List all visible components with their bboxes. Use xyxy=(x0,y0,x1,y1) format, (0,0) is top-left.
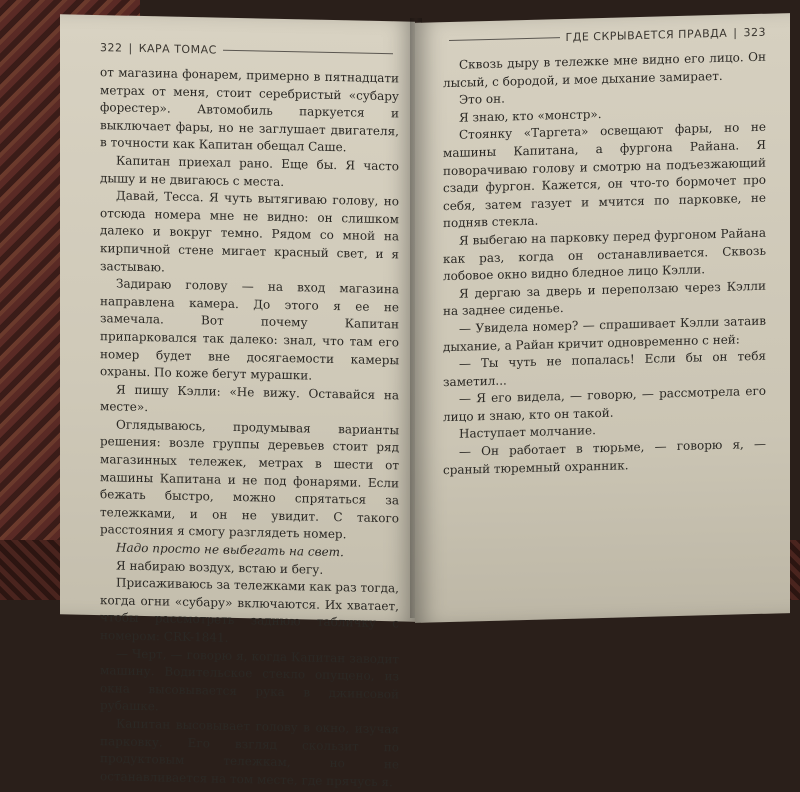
left-page xyxy=(60,14,415,790)
paragraph: Давай, Тесса. Я чуть вытягиваю голову, но отсюда номера мне не видно: он слишком далеко и вокруг темно. Рядом со мной на кирпичной стене мигает красный свет, и я застываю. xyxy=(100,188,399,275)
right-page-number: 323 xyxy=(743,25,766,40)
paragraph: Капитан приехал рано. Еще бы. Я часто дышу и не двигаюсь с места. xyxy=(100,153,399,189)
left-page-header: 322 | КАРА ТОМАС xyxy=(100,41,399,60)
paragraph: Задираю голову — на вход магазина направлена камера. До этого я ее не замечала. Вот почему Капитан припарковался так далеко: знал, что там его номер будет вне досягаемости камеры охраны. По коже бегут мурашки. xyxy=(100,276,399,383)
paragraph: — Черт, — говорю я, когда Капитан заводит машину. Водительское стекло опущено, из окна высовывается рука в джинсовой рубашке. xyxy=(100,646,399,714)
paragraph: Я знаю, кто «монстр». xyxy=(459,106,602,125)
paragraph: Я дергаю за дверь и переползаю через Кэлли на заднее сиденье. xyxy=(443,278,766,319)
right-page-text xyxy=(443,49,766,480)
paragraph: — Увидела номер? — спрашивает Кэлли затаив дыхание, а Райан кричит одновременно с ней: xyxy=(443,313,766,354)
paragraph: Наступает молчание. xyxy=(459,423,596,442)
paragraph: Я пишу Кэлли: «Не вижу. Оставайся на месте». xyxy=(100,382,399,415)
paragraph: Я выбегаю на парковку перед фургоном Райана как раз, когда он останавливается. Сквозь лобовое окно видно бледное лицо Кэлли. xyxy=(443,225,766,284)
left-page-number: 322 xyxy=(100,41,123,55)
book-running-title: ГДЕ СКРЫВАЕТСЯ ПРАВДА xyxy=(565,26,728,44)
paragraph: Я набираю воздух, встаю и бегу. xyxy=(116,558,324,577)
paragraph: — Ты чуть не попалась! Если бы он тебя заметил... xyxy=(443,348,766,389)
paragraph: Это он. xyxy=(459,91,505,107)
paragraph: Стоянку «Таргета» освещают фары, но не машины Капитана, а фургона Райана. Я поворачиваю голову и смотрю на подъезжающий сзади фургон. Кажется, он что-то бормочет про себя, затем газует и мчится по парковке, не подняв стекла. xyxy=(443,120,766,231)
right-page-header: ГДЕ СКРЫВАЕТСЯ ПРАВДА | 323 xyxy=(443,26,766,47)
paragraph: Сквозь дыру в тележке мне видно его лицо. Он лысый, с бородой, и мое дыхание замирает. xyxy=(443,49,766,90)
paragraph: от магазина фонарем, примерно в пятнадцати метрах от меня, стоит серебристый «субару форестер». Автомобиль паркуется и выключает фары, но не заглушает двигателя, в точности как Капитан обещал Саше. xyxy=(100,65,399,155)
paragraph: Оглядываюсь, продумывая варианты решения: возле группы деревьев стоит ряд магазинных тележек, метрах в шести от машины Капитана и не под фонарями. Если бежать быстро, можно спрятаться за тележками, и он не увидит. С такого расстояния я смогу разглядеть номер. xyxy=(100,417,399,542)
paragraph: — Я его видела, — говорю, — рассмотрела его лицо и знаю, кто он такой. xyxy=(443,383,766,425)
open-book xyxy=(60,18,780,790)
paragraph: — Он работает в тюрьме, — говорю я, — сраный тюремный охранник. xyxy=(443,436,766,477)
left-page-text xyxy=(100,64,399,792)
book-author: КАРА ТОМАС xyxy=(138,41,217,57)
paragraph: Присаживаюсь за тележками как раз тогда, когда огни «субару» включаются. Их хватает, чтобы рассмотреть заднюю табличку с номером: CRK-1841. xyxy=(100,575,399,645)
right-page xyxy=(415,13,790,623)
paragraph: Надо просто не выбегать на свет. xyxy=(116,540,344,560)
paragraph: Капитан высовывает голову в окно, изучая парковку. Его взгляд скользит по продуктовым тележкам, но не останавливается на том месте, где прячусь я. xyxy=(100,716,399,790)
